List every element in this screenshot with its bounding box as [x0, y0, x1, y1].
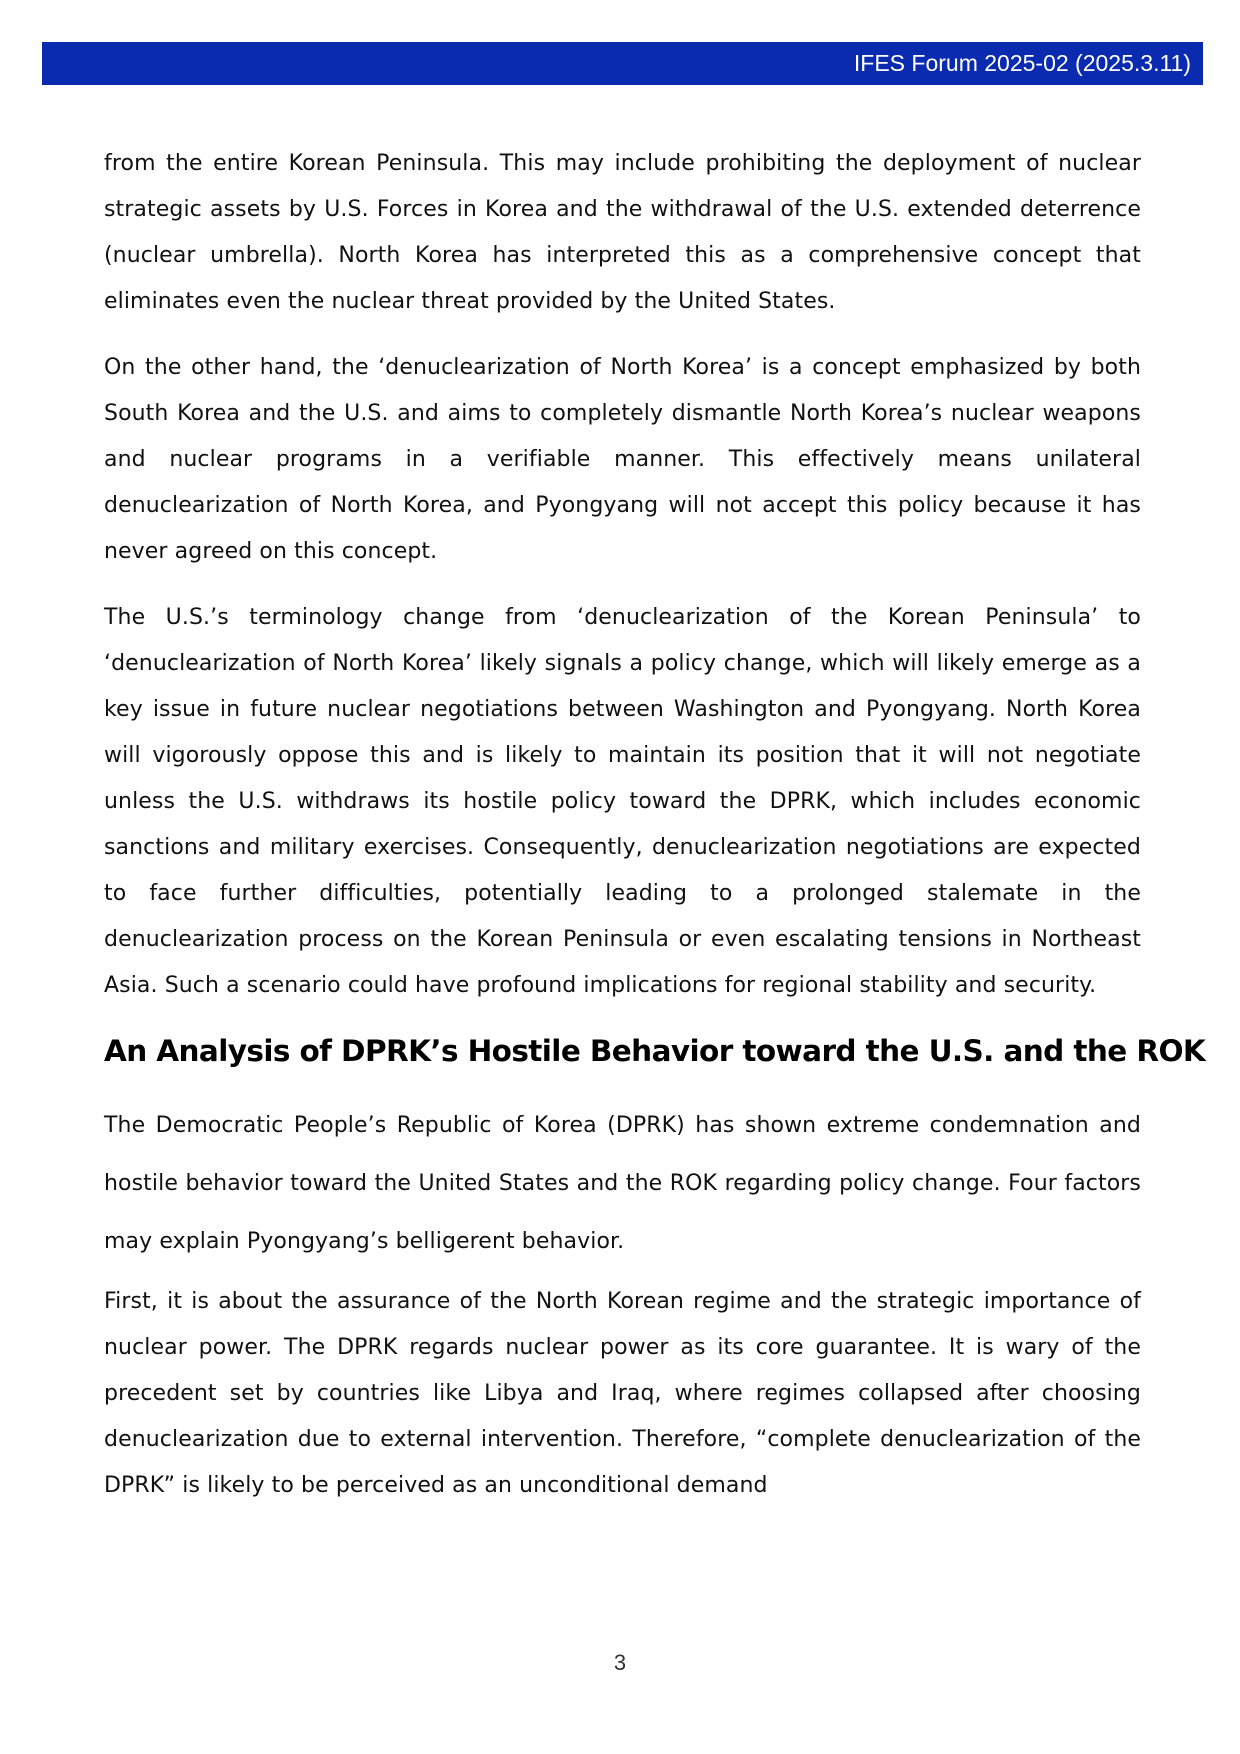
page-number: 3 — [613, 1650, 627, 1675]
body-paragraph-5: First, it is about the assurance of the North Korean regime and the strategic importance of nuclear power. The DPRK regards nuclear power as its core guarantee. It is wary of the precedent set by countries like Libya and Iraq, where regimes collapsed after choosing denuclearization due to external intervention. Therefore, “complete denuclearization of the DPRK” is likely to be perceived as an unconditional demand — [104, 1289, 1141, 1498]
header-label: IFES Forum 2025-02 (2025.3.11) — [853, 50, 1191, 76]
body-paragraph-2: On the other hand, the ‘denuclearization of North Korea’ is a concept emphasized by both South Korea and the U.S. and aims to completely dismantle North Korea’s nuclear weapons and nuclear programs in a verifiable manner. This effectively means unilateral denuclearization of North Korea, and Pyongyang will not accept this policy because it has never agreed on this concept. — [104, 355, 1141, 564]
body-paragraph-4: The Democratic People’s Republic of Korea (DPRK) has shown extreme condemnation and hostile behavior toward the United States and the ROK regarding policy change. Four factors may explain Pyongyang’s belligerent behavior. — [104, 1113, 1141, 1254]
section-heading: An Analysis of DPRK’s Hostile Behavior toward the U.S. and the ROK — [104, 1034, 1206, 1068]
document-body — [104, 141, 1206, 1529]
body-paragraph-1: from the entire Korean Peninsula. This may include prohibiting the deployment of nuclear strategic assets by U.S. Forces in Korea and the withdrawal of the U.S. extended deterrence (nuclear umbrella). North Korea has interpreted this as a comprehensive concept that eliminates even the nuclear threat provided by the United States. — [104, 151, 1141, 314]
header-bar — [42, 42, 1203, 85]
body-paragraph-3: The U.S.’s terminology change from ‘denuclearization of the Korean Peninsula’ to ‘denuclearization of North Korea’ likely signals a policy change, which will likely emerge as a key issue in future nuclear negotiations between Washington and Pyongyang. North Korea will vigorously oppose this and is likely to maintain its position that it will not negotiate unless the U.S. withdraws its hostile policy toward the DPRK, which includes economic sanctions and military exercises. Consequently, denuclearization negotiations are expected to face further difficulties, potentially leading to a prolonged stalemate in the denuclearization process on the Korean Peninsula or even escalating tensions in Northeast Asia. Such a scenario could have profound implications for regional stability and security. — [104, 605, 1141, 998]
